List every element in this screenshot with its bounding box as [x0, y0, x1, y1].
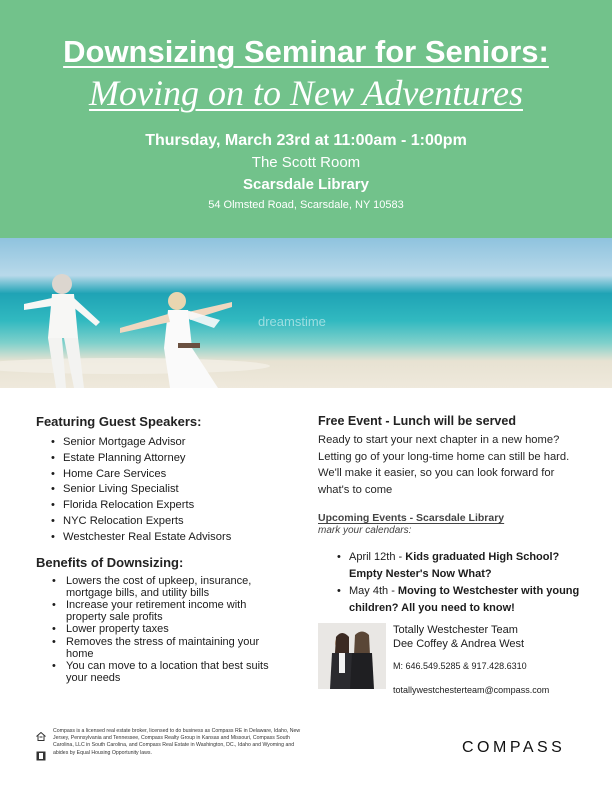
speaker-item: • Westchester Real Estate Advisors [36, 530, 286, 546]
upcoming-events-list [318, 549, 588, 616]
benefits-heading: Benefits of Downsizing: [36, 554, 184, 570]
benefit-item: • Removes the stress of maintaining your home [36, 636, 286, 660]
benefit-item: • Lower property taxes [36, 623, 286, 635]
speaker-item: • Home Care Services [36, 467, 286, 483]
header-banner [0, 0, 612, 238]
team-phone: M: 646.549.5285 & 917.428.6310 [393, 661, 527, 671]
team-name: Totally Westchester Team [393, 624, 518, 636]
upcoming-event-item: • April 12th - Kids graduated High School? Empty Nester's Now What? [318, 549, 588, 582]
team-email: totallywestchesterteam@compass.com [393, 685, 550, 695]
event-address: 54 Olmsted Road, Scarsdale, NY 10583 [208, 199, 404, 211]
benefits-list [36, 575, 286, 685]
title-line-2: Moving on to New Adventures [89, 73, 523, 113]
speaker-item: • Senior Mortgage Advisor [36, 435, 286, 451]
right-column [318, 414, 588, 617]
benefit-item: • You can move to a location that best suits your needs [36, 660, 286, 684]
speaker-item: • Senior Living Specialist [36, 482, 286, 498]
equal-housing-icon [36, 732, 46, 741]
event-venue: Scarsdale Library [243, 176, 369, 193]
photo-watermark: dreamstime [258, 314, 326, 329]
upcoming-subheading: mark your calendars: [318, 525, 412, 536]
benefit-item: • Increase your retirement income with property sale profits [36, 599, 286, 623]
compass-logo: COMPASS [462, 739, 566, 756]
event-title: Kids graduated High School? Empty Nester's Now What? [349, 551, 560, 580]
event-description: Ready to start your next chapter in a new home? Letting go of your long-time home can still be hard. We'll make it easier, so you can look forward for what's to come [318, 434, 570, 496]
speakers-heading: Featuring Guest Speakers: [36, 414, 202, 429]
event-date-time: Thursday, March 23rd at 11:00am - 1:00pm [145, 132, 467, 149]
upcoming-events-heading: Upcoming Events - Scarsdale Library [318, 512, 505, 524]
team-portrait-illustration [318, 623, 386, 689]
left-column [36, 414, 286, 684]
realtor-icon [36, 751, 46, 761]
legal-disclaimer: Compass is a licensed real estate broker, licensed to do business as Compass RE in Delaware, Idaho, New Jersey, Pennsylvania and Tennessee, Compass Realty Group in Kansas and Missouri, Compass South Carolina, LLC in South Carolina, and Compass Real Estate in Washington, DC., Idaho and Wyoming and abides by Equal Housing Opportunity laws. [53, 728, 301, 756]
event-date: April 12th [349, 551, 396, 563]
title-line-1: Downsizing Seminar for Seniors: [63, 34, 549, 69]
team-photo [318, 623, 386, 689]
upcoming-event-item: • May 4th - Moving to Westchester with young children? All you need to know! [318, 583, 588, 616]
beach-scene-illustration [0, 238, 612, 388]
event-room: The Scott Room [251, 154, 361, 171]
disclaimer-icons [36, 728, 48, 766]
team-members: Dee Coffey & Andrea West [393, 638, 525, 650]
benefit-item: • Lowers the cost of upkeep, insurance, mortgage bills, and utility bills [36, 575, 286, 599]
free-event-heading: Free Event - Lunch will be served [318, 414, 516, 428]
event-date: May 4th [349, 585, 389, 597]
speaker-item: • NYC Relocation Experts [36, 514, 286, 530]
speaker-item: • Estate Planning Attorney [36, 451, 286, 467]
speaker-item: • Florida Relocation Experts [36, 498, 286, 514]
beach-couple-photo [0, 238, 612, 388]
speakers-list [36, 435, 286, 546]
event-title: Moving to Westchester with young children? All you need to know! [349, 585, 580, 614]
